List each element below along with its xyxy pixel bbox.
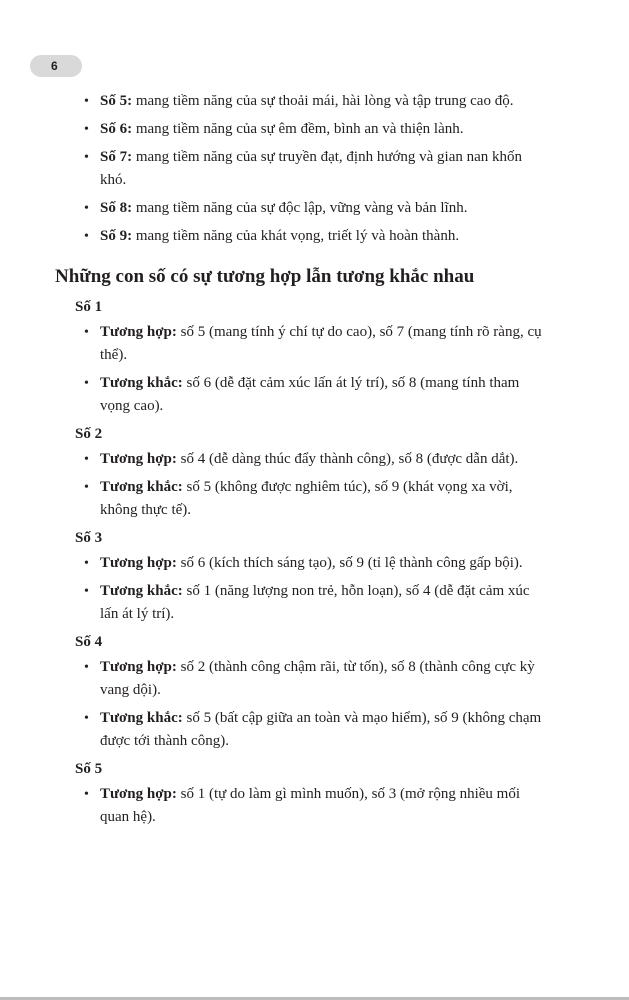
sub-heading-so-3: Số 3 <box>75 530 103 546</box>
list-item <box>0 225 550 248</box>
item-label: Số 7: <box>100 149 133 165</box>
list-item <box>0 783 550 829</box>
item-text: số 6 (kích thích sáng tạo), số 9 (tỉ lệ thành công gấp bội). <box>176 555 523 571</box>
item-text: số 5 (không được nghiêm túc), số 9 (khát vọng xa vời, không thực tế). <box>100 479 513 518</box>
item-label: Tương hợp: <box>100 659 177 675</box>
item-label: Tương hợp: <box>100 555 177 571</box>
section-heading: Những con số có sự tương hợp lẫn tương khắc nhau <box>55 266 475 287</box>
list-item <box>0 372 550 418</box>
list-item <box>0 580 550 626</box>
item-text: mang tiềm năng của sự thoải mái, hài lòng và tập trung cao độ. <box>132 93 514 109</box>
sub-heading-so-2: Số 2 <box>75 426 103 442</box>
sub-heading-so-1: Số 1 <box>75 299 103 315</box>
page-number: 6 <box>30 55 82 77</box>
list-item <box>0 448 550 471</box>
item-text: số 6 (dễ đặt cảm xúc lấn át lý trí), số 8 (mang tính tham vọng cao). <box>100 375 520 414</box>
item-text: mang tiềm năng của khát vọng, triết lý và hoàn thành. <box>132 228 460 244</box>
list-item <box>0 656 550 702</box>
item-label: Số 5: <box>100 93 133 109</box>
compatibility-list <box>0 448 629 522</box>
item-text: số 4 (dễ dàng thúc đẩy thành công), số 8 (được dẫn dắt). <box>176 451 519 467</box>
sub-heading-so-4: Số 4 <box>75 634 103 650</box>
list-item <box>0 197 550 220</box>
item-text: số 5 (bất cập giữa an toàn và mạo hiểm), số 9 (không chạm được tới thành công). <box>100 710 542 749</box>
item-label: Tương khắc: <box>100 479 183 495</box>
list-item <box>0 146 550 192</box>
compatibility-list <box>0 783 629 829</box>
item-label: Số 6: <box>100 121 133 137</box>
item-label: Tương hợp: <box>100 786 177 802</box>
compatibility-list <box>0 321 629 418</box>
item-text: số 1 (năng lượng non trẻ, hỗn loạn), số 4 (dễ đặt cảm xúc lấn át lý trí). <box>100 583 530 622</box>
sub-heading-so-5: Số 5 <box>75 761 103 777</box>
list-item <box>0 476 550 522</box>
list-item <box>0 321 550 367</box>
item-label: Số 8: <box>100 200 133 216</box>
item-text: số 5 (mang tính ý chí tự do cao), số 7 (mang tính rõ ràng, cụ thể). <box>100 324 542 363</box>
compatibility-list <box>0 656 629 753</box>
page-content <box>0 90 629 834</box>
item-text: số 1 (tự do làm gì mình muốn), số 3 (mở rộng nhiều mối quan hệ). <box>100 786 521 825</box>
item-label: Tương khắc: <box>100 583 183 599</box>
item-label: Tương hợp: <box>100 324 177 340</box>
item-text: mang tiềm năng của sự độc lập, vững vàng và bản lĩnh. <box>132 200 468 216</box>
item-text: mang tiềm năng của sự truyền đạt, định hướng và gian nan khốn khó. <box>100 149 523 188</box>
item-text: mang tiềm năng của sự êm đềm, bình an và thiện lành. <box>132 121 464 137</box>
item-label: Tương hợp: <box>100 451 177 467</box>
item-label: Số 9: <box>100 228 133 244</box>
number-potential-list <box>0 90 629 248</box>
compatibility-list <box>0 552 629 626</box>
list-item <box>0 707 550 753</box>
list-item <box>0 90 550 113</box>
item-label: Tương khắc: <box>100 375 183 391</box>
item-text: số 2 (thành công chậm rãi, từ tốn), số 8 (thành công cực kỳ vang dội). <box>100 659 535 698</box>
item-label: Tương khắc: <box>100 710 183 726</box>
list-item <box>0 552 550 575</box>
list-item <box>0 118 550 141</box>
